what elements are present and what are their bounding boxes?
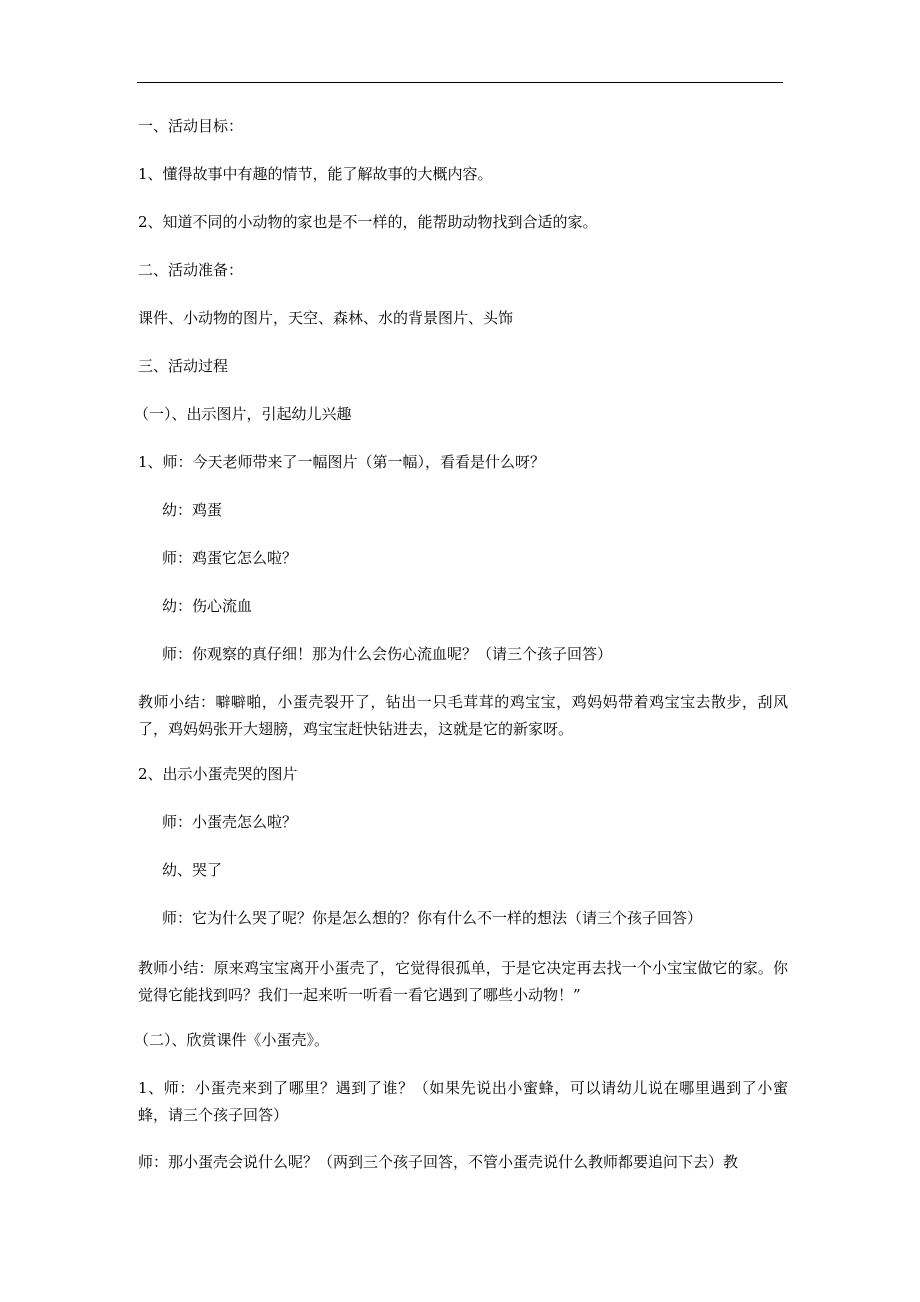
process-step-1: 1、师：今天老师带来了一幅图片（第一幅），看看是什么呀？ <box>138 453 546 471</box>
goal-item-2: 2、知道不同的小动物的家也是不一样的，能帮助动物找到合适的家。 <box>138 213 598 231</box>
section-heading-process: 三、活动过程 <box>138 357 229 375</box>
section-heading-preparation: 二、活动准备： <box>138 261 244 279</box>
subsection-heading-2: （二）、欣赏课件《小蛋壳》。 <box>134 1031 330 1049</box>
subsection-heading-1: （一）、出示图片，引起幼儿兴趣 <box>134 405 352 423</box>
dialogue-line: 幼：伤心流血 <box>162 597 253 615</box>
process-step-2: 2、出示小蛋壳哭的图片 <box>138 765 298 783</box>
teacher-summary-2: 教师小结：原来鸡宝宝离开小蛋壳了，它觉得很孤单，于是它决定再去找一个小宝宝做它的家。你觉得它能找到吗？我们一起来听一听看一看它遇到了哪些小动物！” <box>138 959 788 1004</box>
dialogue-line: 师：你观察的真仔细！那为什么会伤心流血呢？（请三个孩子回答） <box>162 645 613 663</box>
dialogue-line: 师：它为什么哭了呢？你是怎么想的？你有什么不一样的想法（请三个孩子回答） <box>162 909 703 927</box>
dialogue-line: 幼、哭了 <box>162 861 223 879</box>
process-step-3: 1、师：小蛋壳来到了哪里？遇到了谁？（如果先说出小蜜蜂，可以请幼儿说在哪里遇到了小蜜蜂，请三个孩子回答） <box>138 1079 788 1124</box>
teacher-summary-1: 教师小结：噼噼啪，小蛋壳裂开了，钻出一只毛茸茸的鸡宝宝，鸡妈妈带着鸡宝宝去散步，刮风了，鸡妈妈张开大翅膀，鸡宝宝赶快钻进去，这就是它的新家呀。 <box>138 693 788 738</box>
dialogue-line: 师：鸡蛋它怎么啦？ <box>162 549 298 567</box>
preparation-text: 课件、小动物的图片，天空、森林、水的背景图片、头饰 <box>138 309 514 327</box>
dialogue-line: 幼：鸡蛋 <box>162 501 223 519</box>
dialogue-line: 师：小蛋壳怎么啦？ <box>162 813 298 831</box>
dialogue-line-cut: 师：那小蛋壳会说什么呢？（两到三个孩子回答，不管小蛋壳说什么教师都要追问下去）教 <box>138 1153 739 1171</box>
goal-item-1: 1、懂得故事中有趣的情节，能了解故事的大概内容。 <box>138 165 493 183</box>
section-heading-goals: 一、活动目标： <box>138 117 244 135</box>
header-rule <box>137 82 783 83</box>
